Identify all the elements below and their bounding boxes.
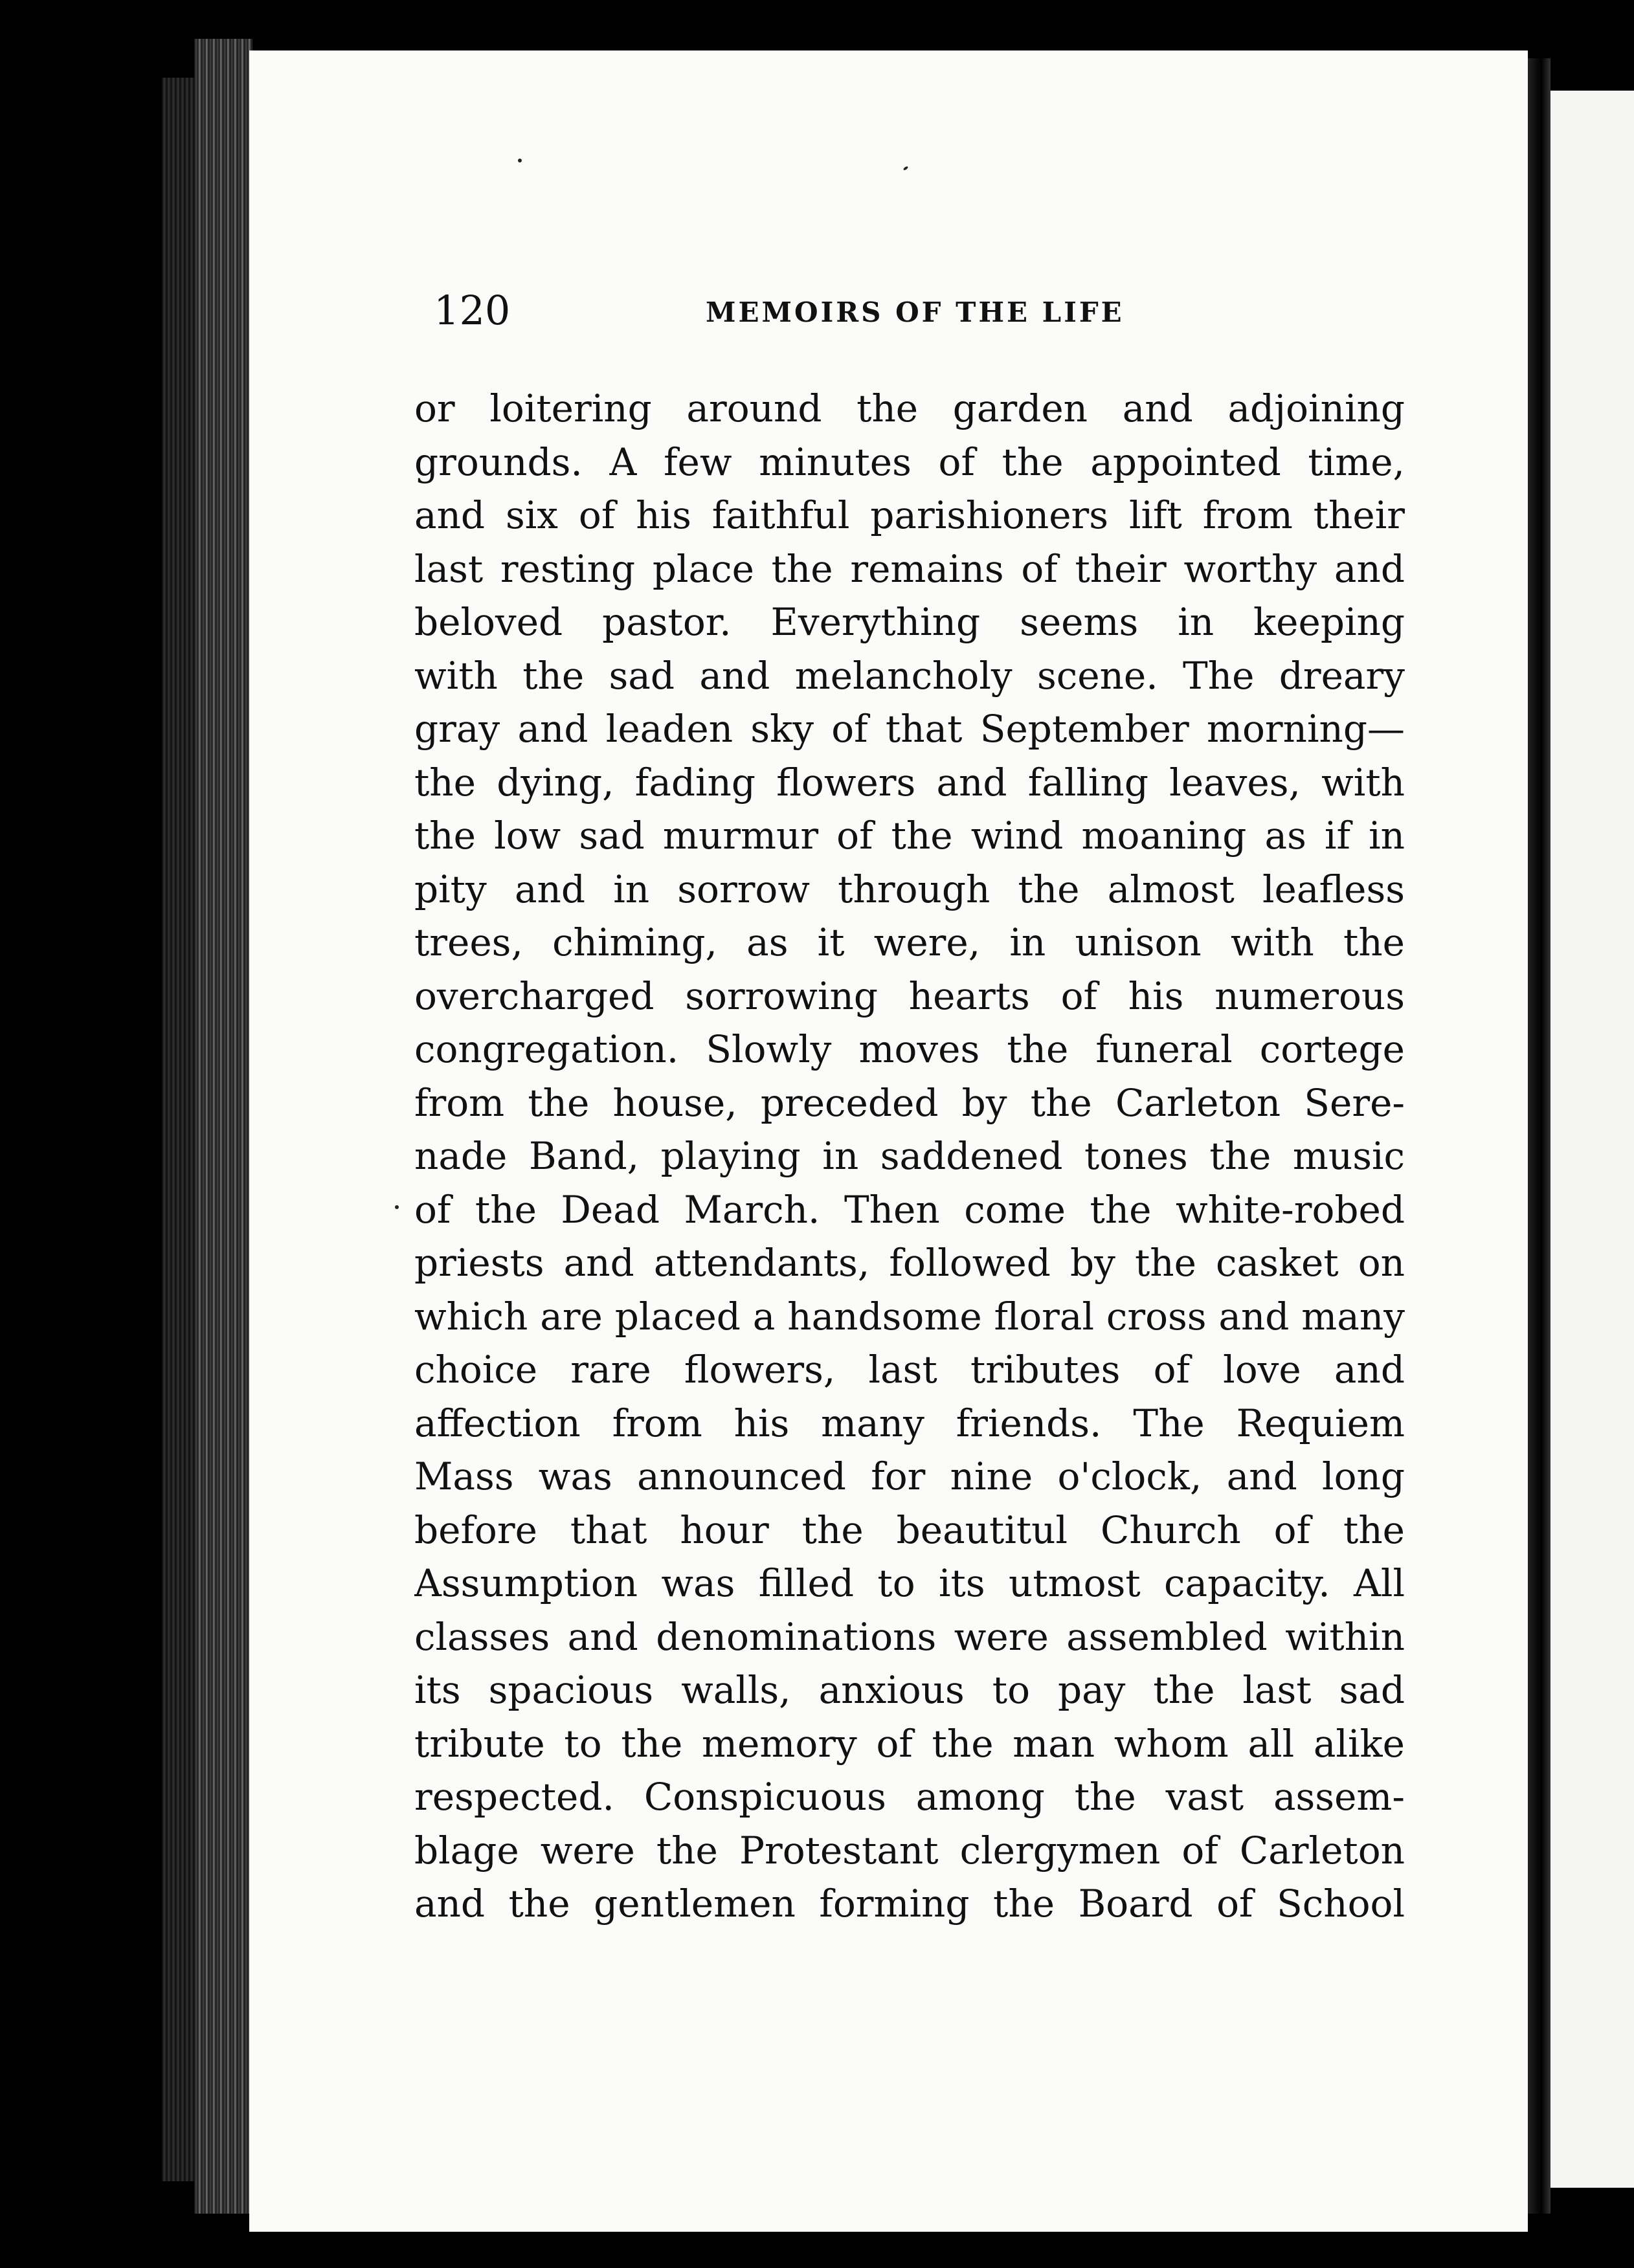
text-line: grounds. A few minutes of the appointed time,	[414, 439, 1405, 484]
text-line: trees, chiming, as it were, in unison with the	[414, 920, 1405, 964]
text-line: choice rare flowers, last tributes of love and	[414, 1348, 1405, 1392]
text-line: nade Band, playing in saddened tones the music	[414, 1134, 1405, 1178]
scan-speck	[395, 1205, 399, 1209]
text-line: the dying, fading flowers and falling leaves, with	[414, 760, 1405, 805]
text-line: beloved pastor. Everything seems in keeping	[414, 600, 1405, 644]
text-line: Assumption was filled to its utmost capacity. All	[414, 1561, 1405, 1605]
text-line: the low sad murmur of the wind moaning as if in	[414, 814, 1405, 858]
text-line: tribute to the memory of the man whom all alike	[414, 1721, 1405, 1766]
text-line: last resting place the remains of their worthy and	[414, 546, 1405, 591]
text-line: of the Dead March. Then come the white-robed	[414, 1187, 1405, 1232]
text-line: affection from his many friends. The Requiem	[414, 1401, 1405, 1445]
page-number: 120	[434, 287, 511, 334]
text-line: with the sad and melancholy scene. The dreary	[414, 653, 1405, 698]
text-line: gray and leaden sky of that September morning—	[414, 707, 1405, 751]
book-spine-shadow	[162, 78, 194, 2181]
text-line: which are placed a handsome floral cross and many	[414, 1294, 1405, 1339]
text-line: and the gentlemen forming the Board of School	[414, 1882, 1405, 1926]
text-line: pity and in sorrow through the almost leafless	[414, 867, 1405, 911]
text-line: Mass was announced for nine o'clock, and long	[414, 1454, 1405, 1498]
scan-speck	[518, 159, 522, 162]
book-fore-edge	[194, 39, 252, 2214]
text-line: before that hour the beautitul Church of the	[414, 1507, 1405, 1552]
text-line: classes and denominations were assembled within	[414, 1614, 1405, 1659]
adjacent-page-edge	[1550, 91, 1634, 2188]
text-line: and six of his faithful parishioners lift from their	[414, 493, 1405, 537]
text-line: overcharged sorrowing hearts of his numerous	[414, 973, 1405, 1018]
text-line: or loitering around the garden and adjoining	[414, 386, 1405, 430]
page-gutter	[1528, 58, 1550, 2214]
text-line: its spacious walls, anxious to pay the last sad	[414, 1668, 1405, 1712]
text-line: blage were the Protestant clergymen of Carleton	[414, 1828, 1405, 1873]
text-line: from the house, preceded by the Carleton Sere-	[414, 1080, 1405, 1125]
text-line: priests and attendants, followed by the casket on	[414, 1241, 1405, 1285]
page-header	[434, 285, 1146, 337]
body-text	[414, 382, 1405, 1974]
text-line: congregation. Slowly moves the funeral cortege	[414, 1027, 1405, 1071]
running-title: MEMOIRS OF THE LIFE	[706, 296, 1125, 328]
text-line: respected. Conspicuous among the vast assem-	[414, 1775, 1405, 1819]
